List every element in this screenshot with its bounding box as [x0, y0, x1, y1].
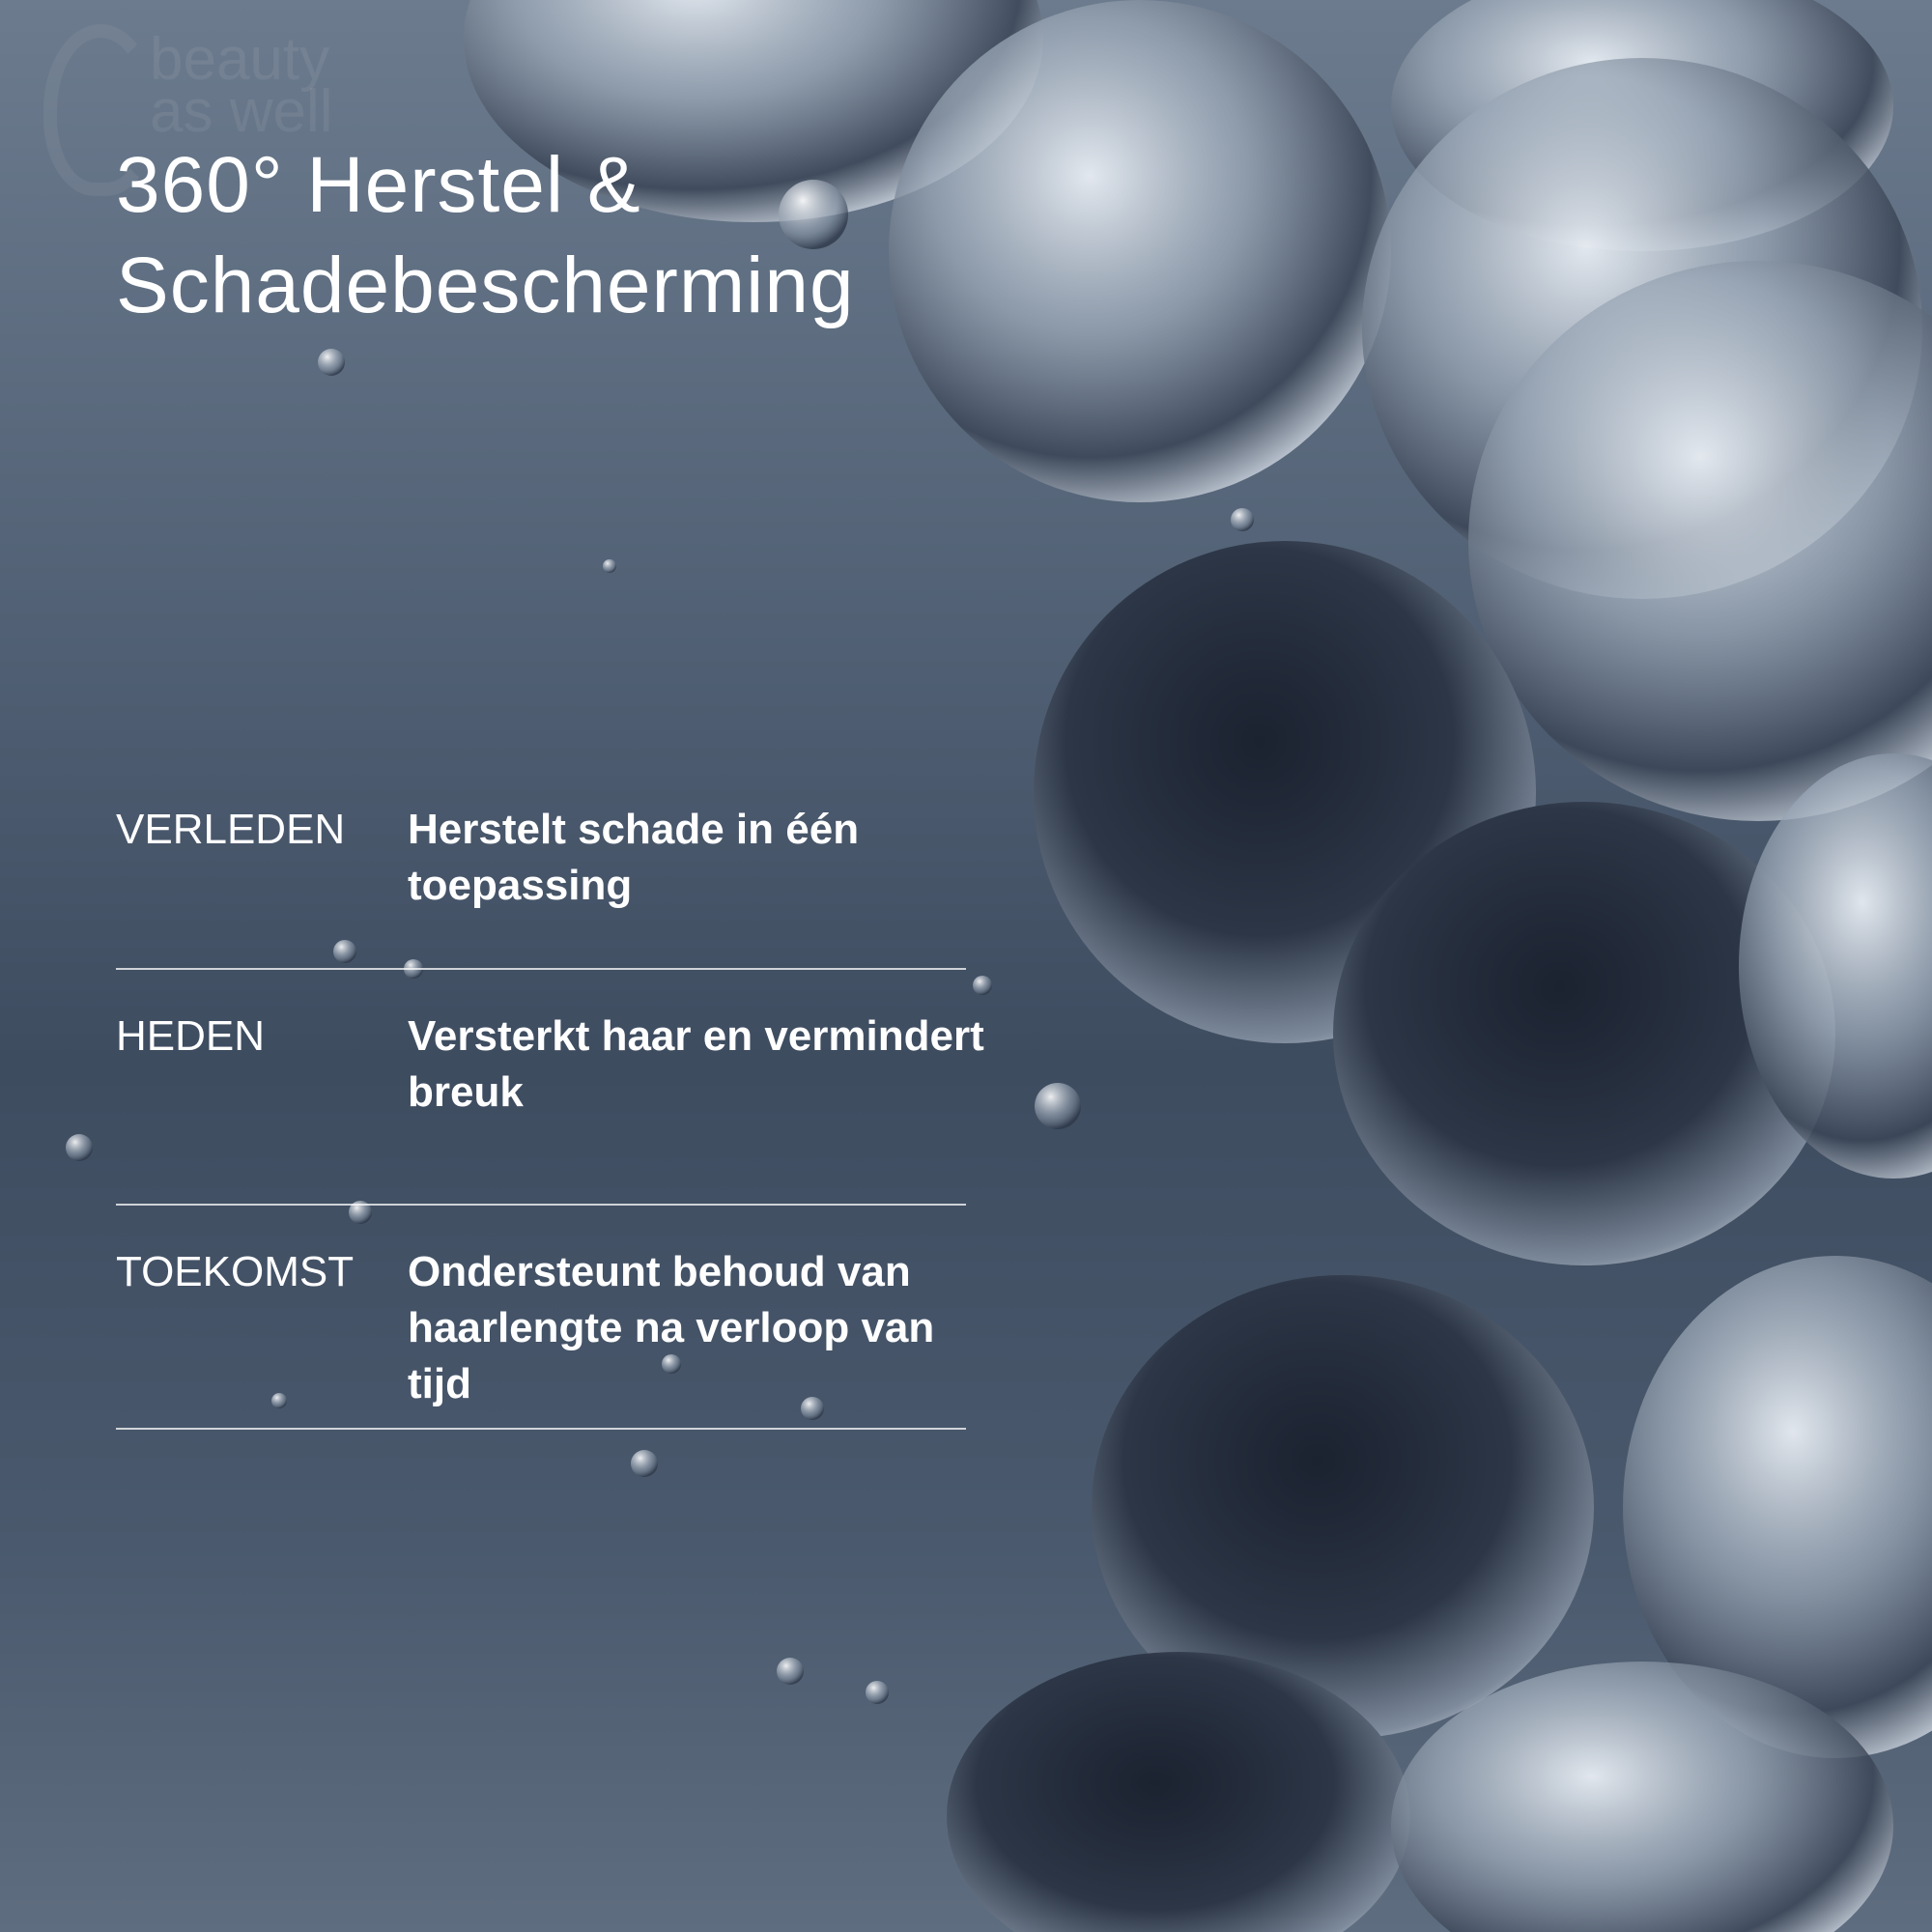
benefit-label: VERLEDEN [116, 806, 346, 853]
title-line1: 360° Herstel & [116, 141, 641, 229]
benefit-label: HEDEN [116, 1012, 266, 1060]
page-title [116, 135, 855, 336]
title-line2: Schadebescherming [116, 242, 855, 329]
benefit-label: TOEKOMST [116, 1248, 355, 1295]
watermark-line2: as well [150, 78, 333, 145]
benefit-text: Versterkt haar en vermindert breuk [408, 1012, 984, 1116]
watermark-line1: beauty [150, 26, 330, 93]
benefit-row-future [116, 1206, 966, 1430]
watermark [150, 26, 333, 145]
benefit-text: Herstelt schade in één toepassing [408, 806, 860, 909]
benefit-row-present [116, 970, 984, 1206]
benefit-text: Ondersteunt behoud van haarlengte na verloop van tijd [408, 1248, 935, 1407]
benefit-row-past [116, 802, 966, 970]
benefits-table [116, 802, 984, 1430]
